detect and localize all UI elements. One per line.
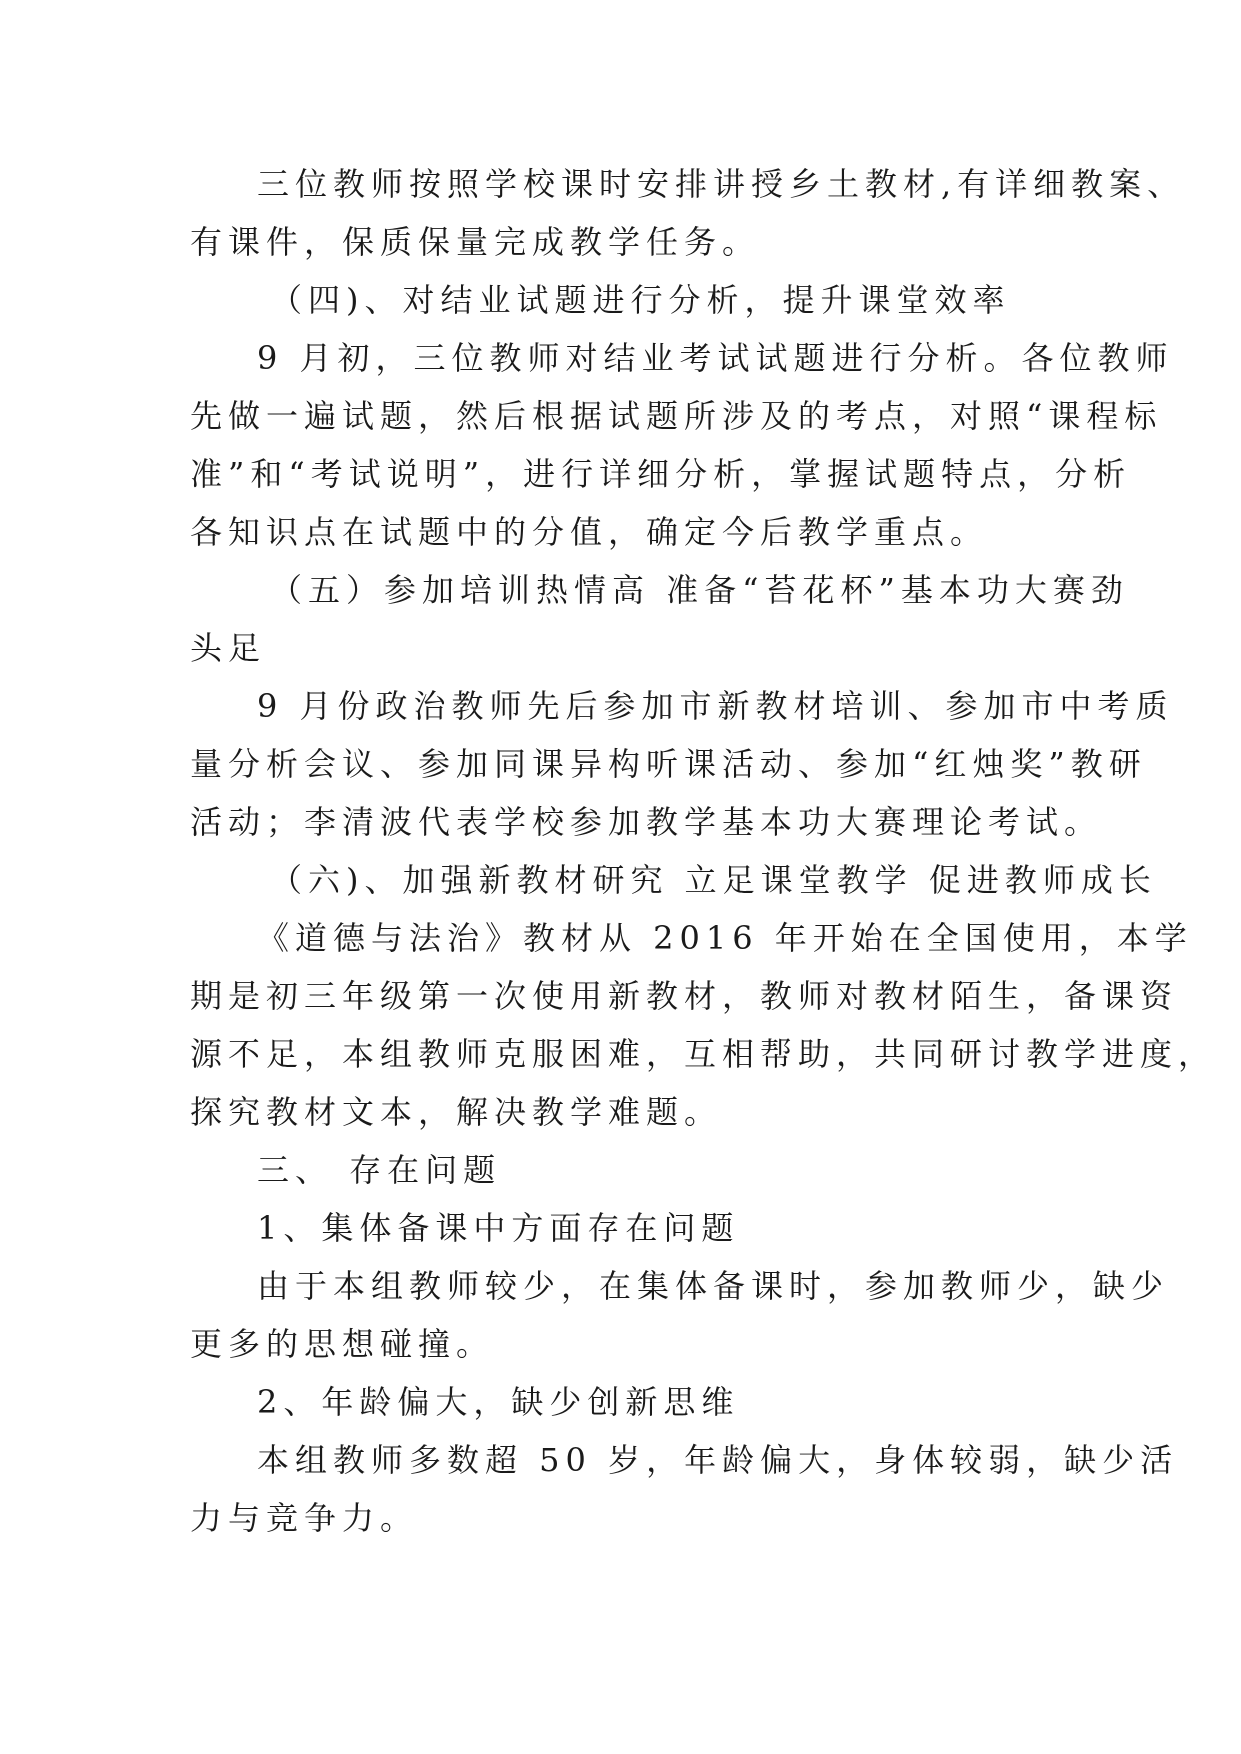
paragraph-line: 9 月初，三位教师对结业考试试题进行分析。各位教师 — [257, 339, 1174, 377]
section-heading: （六)、加强新教材研究 立足课堂教学 促进教师成长 — [270, 861, 1157, 899]
paragraph-line: 探究教材文本，解决教学难题。 — [190, 1093, 723, 1131]
paragraph-line: 力与竞争力。 — [190, 1499, 419, 1537]
paragraph-line: 活动；李清波代表学校参加教学基本功大赛理论考试。 — [190, 803, 1103, 841]
section-heading: （四)、对结业试题进行分析，提升课堂效率 — [270, 281, 1011, 319]
paragraph-line: 先做一遍试题，然后根据试题所涉及的考点，对照“课程标 — [190, 397, 1163, 435]
paragraph-line: 本组教师多数超 50 岁，年龄偏大，身体较弱，缺少活 — [257, 1441, 1179, 1479]
paragraph-line: 准”和“考试说明”，进行详细分析，掌握试题特点，分析 — [190, 455, 1132, 493]
paragraph-line: 量分析会议、参加同课异构听课活动、参加“红烛奖”教研 — [190, 745, 1147, 783]
paragraph-line: 有课件，保质保量完成教学任务。 — [190, 223, 761, 261]
subsection-heading: 2、年龄偏大，缺少创新思维 — [257, 1383, 740, 1421]
paragraph-line: 各知识点在试题中的分值，确定今后教学重点。 — [190, 513, 989, 551]
paragraph-line: 由于本组教师较少，在集体备课时，参加教师少，缺少 — [257, 1267, 1170, 1305]
paragraph-line: 源不足，本组教师克服困难，互相帮助，共同研讨教学进度， — [190, 1035, 1217, 1073]
section-heading: 三、 存在问题 — [257, 1151, 502, 1189]
paragraph-line: 三位教师按照学校课时安排讲授乡土教材,有详细教案、 — [257, 165, 1186, 203]
paragraph-line: 9 月份政治教师先后参加市新教材培训、参加市中考质 — [257, 687, 1174, 725]
section-heading-continuation: 头足 — [190, 629, 267, 667]
paragraph-line: 《道德与法治》教材从 2016 年开始在全国使用，本学 — [257, 919, 1193, 957]
paragraph-line: 更多的思想碰撞。 — [190, 1325, 495, 1363]
paragraph-line: 期是初三年级第一次使用新教材，教师对教材陌生，备课资 — [190, 977, 1179, 1015]
section-heading: （五）参加培训热情高 准备“苔花杯”基本功大赛劲 — [270, 571, 1129, 609]
subsection-heading: 1、集体备课中方面存在问题 — [257, 1209, 740, 1247]
